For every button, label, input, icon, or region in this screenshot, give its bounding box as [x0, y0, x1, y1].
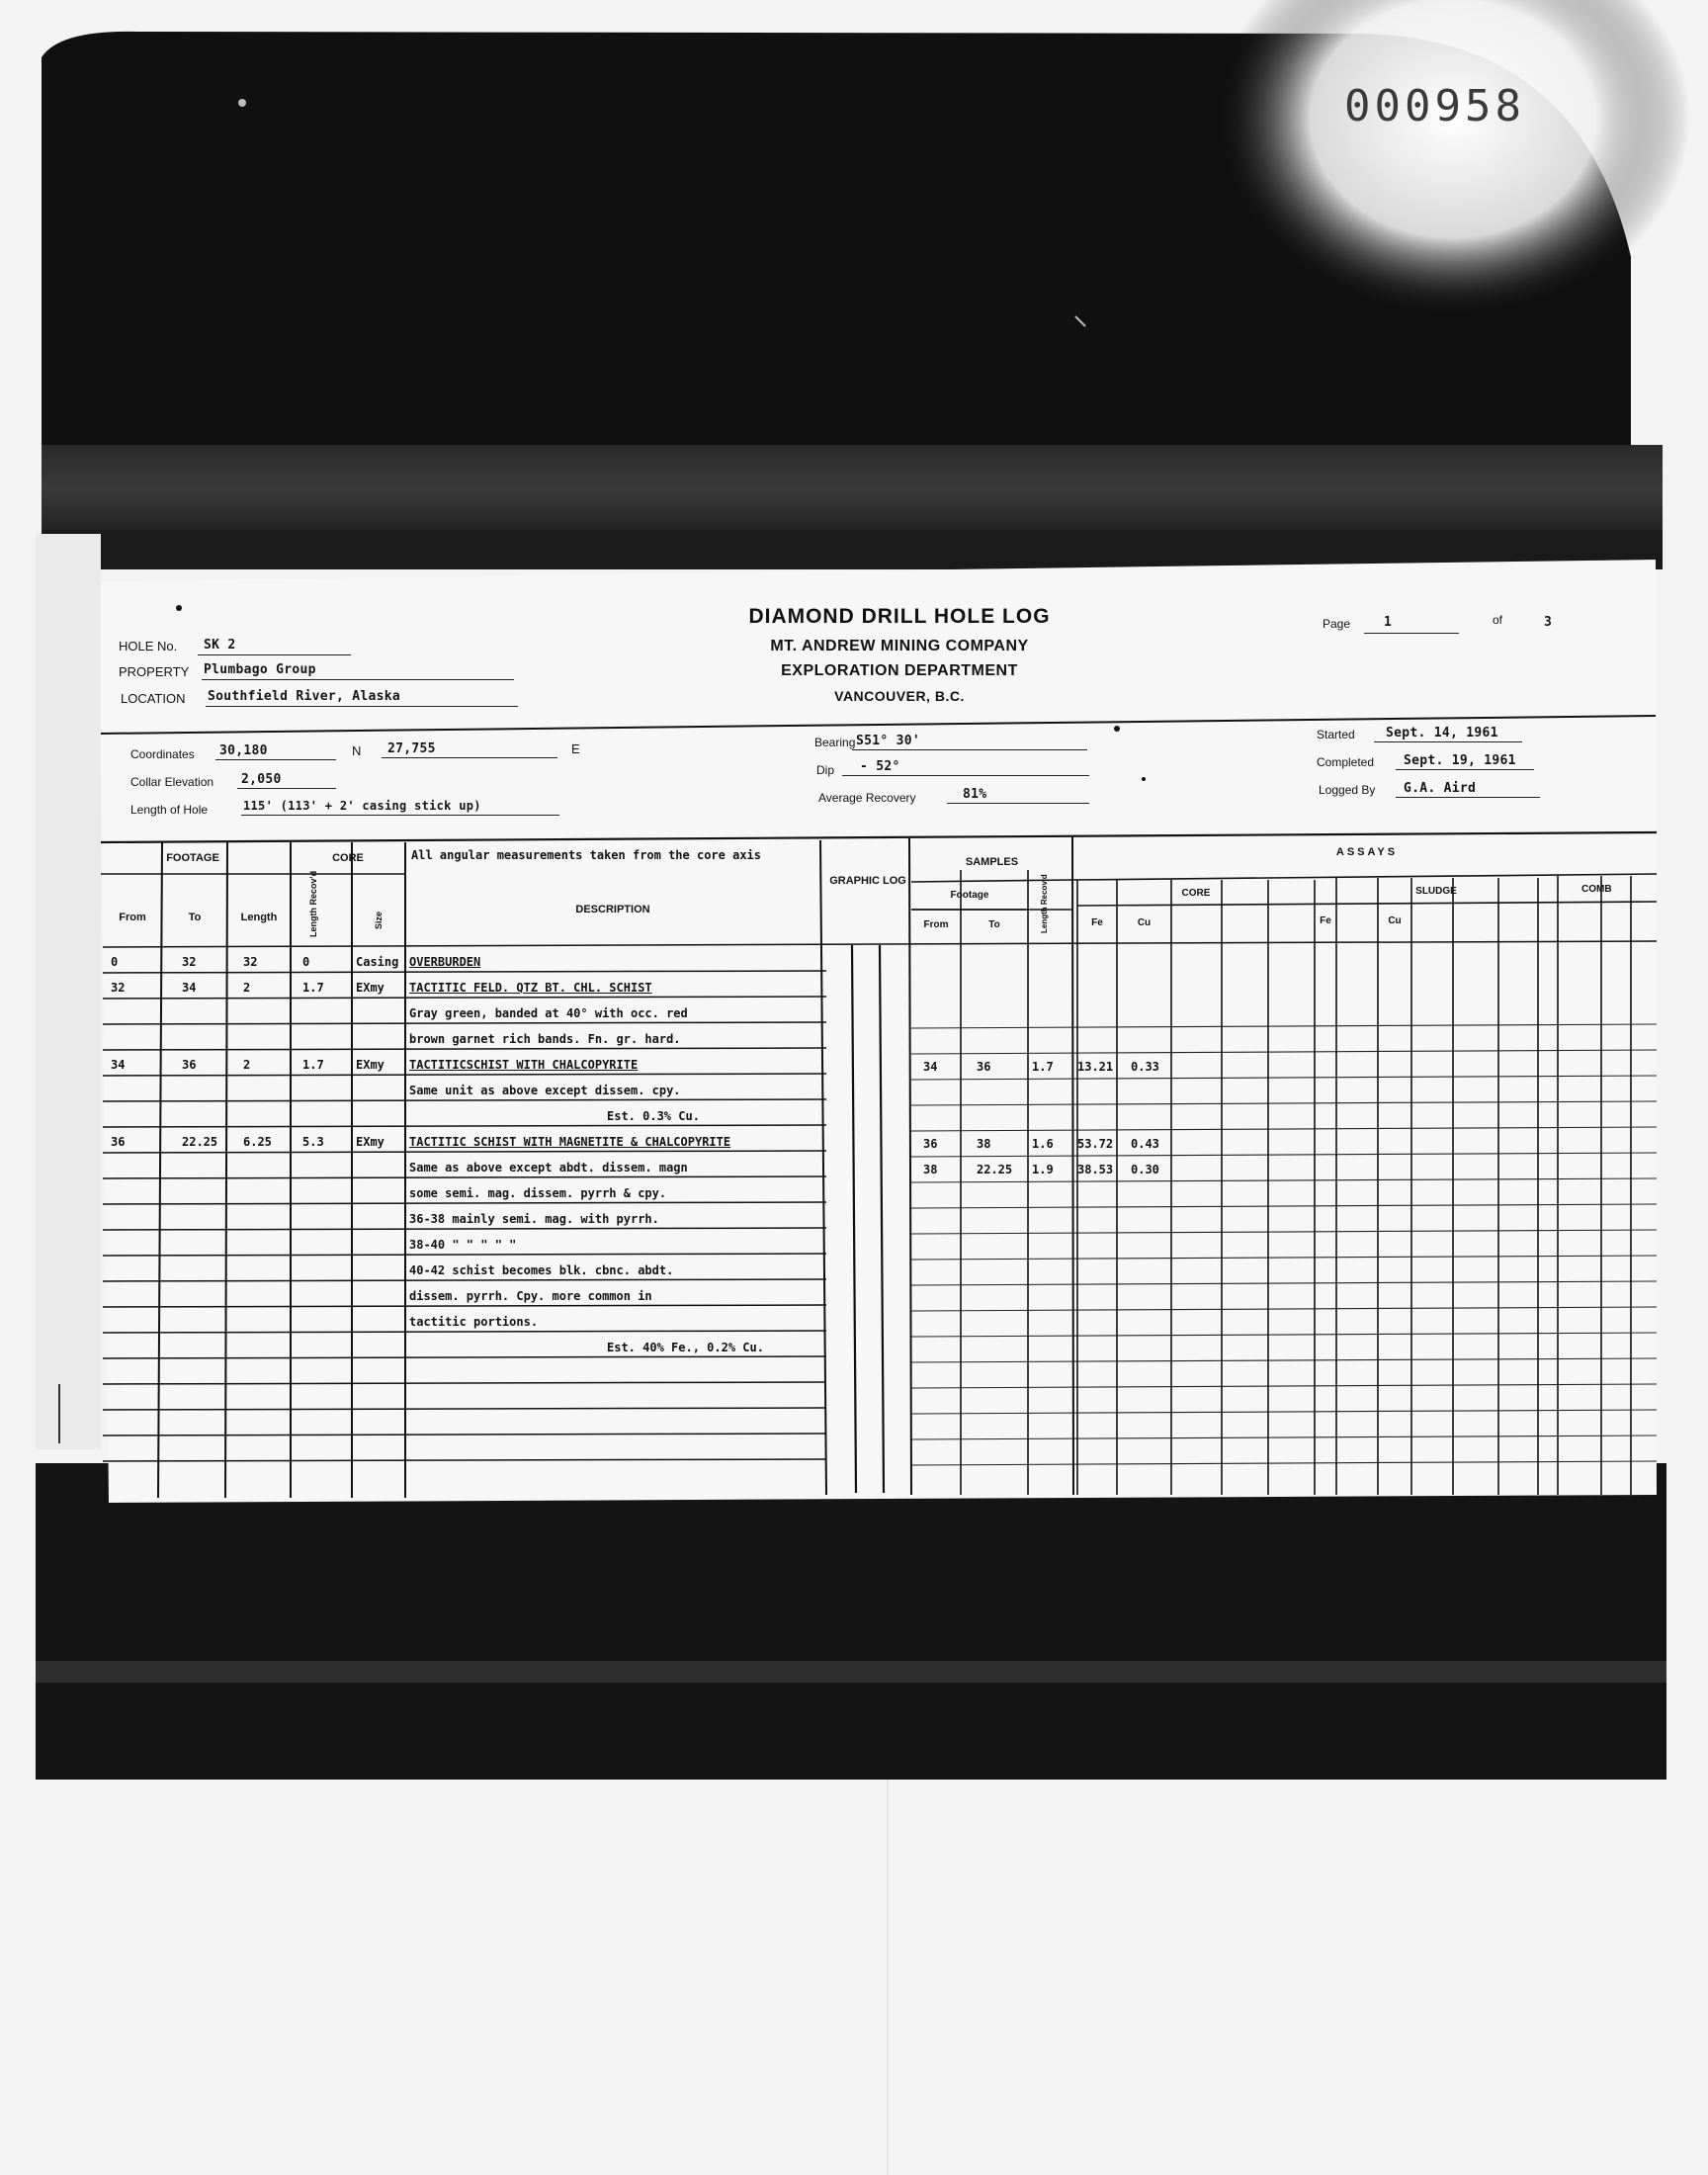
page-total: 3 — [1544, 615, 1553, 630]
log-description-cell: 38-40 " " " " " — [409, 1238, 517, 1252]
samples-length-recovered-header: Length Recov'd — [1040, 874, 1049, 933]
sample-recovered-cell: 1.7 — [1032, 1060, 1054, 1074]
log-description-cell: Gray green, banded at 40° with occ. red — [409, 1006, 688, 1020]
average-recovery-label: Average Recovery — [818, 791, 916, 805]
graphic-log-header: GRAPHIC LOG — [829, 875, 906, 887]
log-description-cell: Est. 0.3% Cu. — [607, 1109, 700, 1123]
description-note: All angular measurements taken from the core axis — [411, 848, 762, 862]
sample-to-cell: 38 — [977, 1137, 991, 1151]
logged-by-value: G.A. Aird — [1404, 781, 1477, 796]
page-label: Page — [1323, 617, 1351, 631]
hole-length-value: 115' (113' + 2' casing stick up) — [243, 799, 481, 813]
sludge-header: SLUDGE — [1415, 886, 1457, 897]
log-description-cell: 40-42 schist becomes blk. cbnc. abdt. — [409, 1263, 674, 1277]
log-description-cell: TACTITIC SCHIST WITH MAGNETITE & CHALCOPYRITE — [409, 1135, 731, 1149]
log-recovered-cell: 0 — [302, 955, 310, 969]
coordinates-value: 30,180 — [219, 743, 268, 758]
sample-recovered-cell: 1.9 — [1032, 1163, 1054, 1176]
log-description-cell: dissem. pyrrh. Cpy. more common in — [409, 1289, 652, 1303]
sample-cu-cell: 0.30 — [1131, 1163, 1159, 1176]
page-value: 1 — [1384, 615, 1393, 630]
sample-from-cell: 34 — [923, 1060, 938, 1074]
from-header: From — [119, 912, 146, 923]
log-length-cell: 2 — [243, 981, 251, 995]
collar-elevation-label: Collar Elevation — [130, 775, 214, 789]
coordinates-label: Coordinates — [130, 747, 195, 761]
sample-fe-cell: 13.21 — [1077, 1060, 1114, 1074]
completed-label: Completed — [1317, 755, 1375, 769]
department-name: EXPLORATION DEPARTMENT — [781, 662, 1018, 679]
combined-header: COMB — [1581, 884, 1612, 895]
sample-from-cell: 38 — [923, 1163, 938, 1176]
collar-elevation-value: 2,050 — [241, 772, 282, 787]
log-size-cell: EXmy — [356, 1058, 384, 1072]
log-description-cell: brown garnet rich bands. Fn. gr. hard. — [409, 1032, 681, 1046]
property-label: PROPERTY — [119, 664, 190, 679]
log-to-cell: 34 — [182, 981, 197, 995]
sample-fe-cell: 53.72 — [1077, 1137, 1114, 1151]
property-value: Plumbago Group — [204, 662, 316, 677]
log-size-cell: EXmy — [356, 981, 384, 995]
log-size-cell: EXmy — [356, 1135, 384, 1149]
sample-cu-cell: 0.33 — [1131, 1060, 1159, 1074]
sample-fe-cell: 38.53 — [1077, 1163, 1114, 1176]
core-cu-header: Cu — [1137, 917, 1152, 928]
sample-from-cell: 36 — [923, 1137, 938, 1151]
sample-cu-cell: 0.43 — [1131, 1137, 1159, 1151]
log-length-cell: 2 — [243, 1058, 251, 1072]
assay-core-header: CORE — [1181, 888, 1211, 899]
location-value: Southfield River, Alaska — [208, 689, 401, 704]
north-label: N — [352, 743, 362, 758]
dip-value: - 52° — [860, 759, 900, 774]
log-recovered-cell: 1.7 — [302, 981, 324, 995]
location-label: LOCATION — [121, 691, 186, 706]
hole-no-value: SK 2 — [204, 638, 236, 652]
log-length-cell: 32 — [243, 955, 258, 969]
core-header: CORE — [332, 852, 364, 864]
assays-header: ASSAYS — [1335, 846, 1399, 858]
log-from-cell: 34 — [111, 1058, 126, 1072]
log-length-cell: 6.25 — [243, 1135, 272, 1149]
description-header: DESCRIPTION — [575, 904, 650, 915]
log-description-cell: TACTITIC FELD. QTZ BT. CHL. SCHIST — [409, 981, 652, 995]
log-description-cell: 36-38 mainly semi. mag. with pyrrh. — [409, 1212, 659, 1226]
core-fe-header: Fe — [1091, 917, 1103, 928]
log-description-cell: Same unit as above except dissem. cpy. — [409, 1084, 681, 1097]
length-recovered-header: Length Recov'd — [308, 870, 318, 937]
log-description-cell: tactitic portions. — [409, 1315, 539, 1329]
log-from-cell: 36 — [111, 1135, 126, 1149]
east-label: E — [571, 741, 580, 756]
bearing-value: S51° 30' — [856, 734, 921, 748]
form-title: DIAMOND DRILL HOLE LOG — [748, 605, 1051, 628]
log-to-cell: 32 — [182, 955, 197, 969]
north-value: 27,755 — [387, 741, 436, 756]
document-stamp-number: 000958 — [1344, 81, 1525, 131]
hole-no-label: HOLE No. — [119, 639, 178, 653]
samples-to-header: To — [988, 919, 1000, 930]
length-header: Length — [240, 912, 278, 923]
sludge-cu-header: Cu — [1388, 915, 1402, 926]
log-description-cell: TACTITICSCHIST WITH CHALCOPYRITE — [409, 1058, 639, 1072]
logged-by-label: Logged By — [1319, 783, 1376, 797]
log-description-cell: some semi. mag. dissem. pyrrh & cpy. — [409, 1186, 667, 1200]
log-recovered-cell: 1.7 — [302, 1058, 324, 1072]
log-recovered-cell: 5.3 — [302, 1135, 324, 1149]
size-header: Size — [374, 911, 384, 929]
log-to-cell: 22.25 — [182, 1135, 218, 1149]
bearing-label: Bearing — [814, 736, 856, 749]
sample-recovered-cell: 1.6 — [1032, 1137, 1054, 1151]
log-to-cell: 36 — [182, 1058, 197, 1072]
samples-footage-header: Footage — [950, 890, 989, 901]
samples-header: SAMPLES — [965, 856, 1019, 868]
log-from-cell: 0 — [111, 955, 119, 969]
sample-to-cell: 36 — [977, 1060, 991, 1074]
to-header: To — [188, 912, 202, 923]
company-city: VANCOUVER, B.C. — [834, 688, 965, 704]
log-description-cell: OVERBURDEN — [409, 955, 481, 969]
company-name: MT. ANDREW MINING COMPANY — [770, 638, 1029, 654]
log-size-cell: Casing — [356, 955, 399, 969]
completed-value: Sept. 19, 1961 — [1404, 753, 1516, 768]
page-of-label: of — [1493, 613, 1503, 627]
footage-header: FOOTAGE — [166, 852, 219, 864]
log-description-cell: Same as above except abdt. dissem. magn — [409, 1161, 688, 1174]
sample-to-cell: 22.25 — [977, 1163, 1013, 1176]
hole-length-label: Length of Hole — [130, 803, 209, 817]
log-description-cell: Est. 40% Fe., 0.2% Cu. — [607, 1341, 764, 1354]
started-label: Started — [1317, 728, 1355, 741]
samples-from-header: From — [923, 919, 949, 930]
log-from-cell: 32 — [111, 981, 126, 995]
dip-label: Dip — [816, 763, 835, 777]
sludge-fe-header: Fe — [1320, 915, 1331, 926]
started-value: Sept. 14, 1961 — [1386, 726, 1498, 740]
average-recovery-value: 81% — [963, 787, 987, 802]
